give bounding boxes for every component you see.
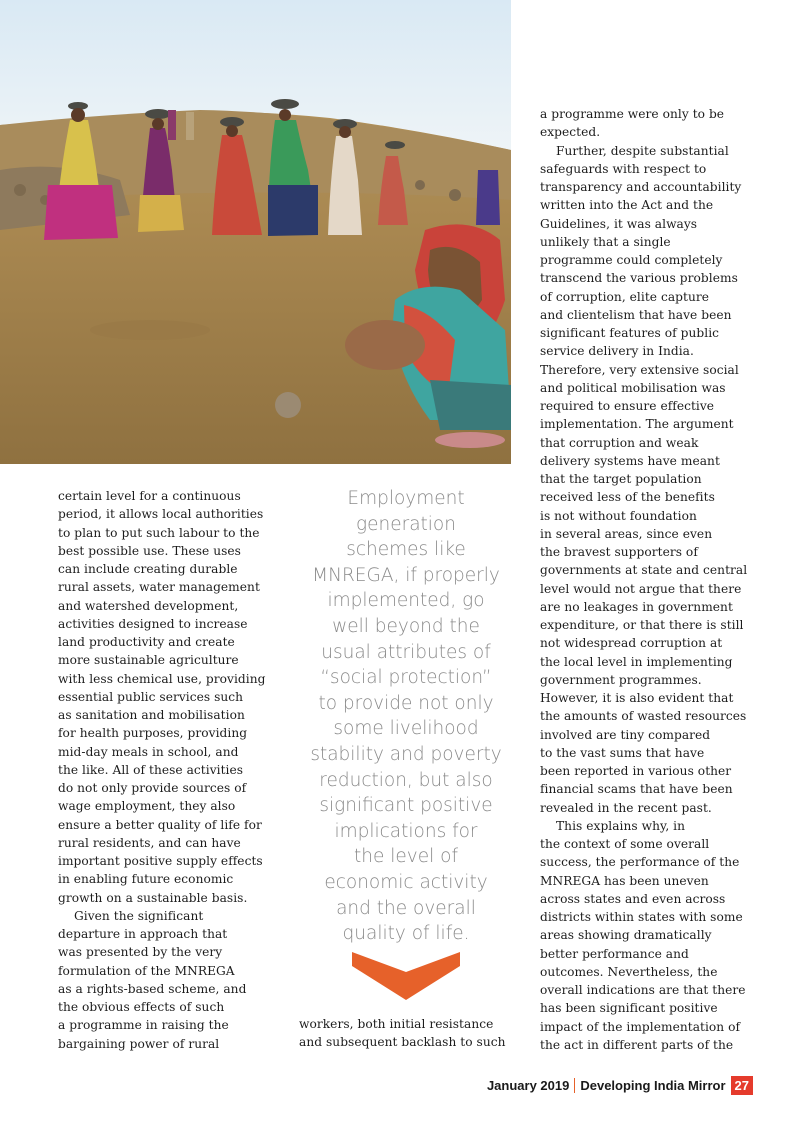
pull-quote-line: usual attributes of bbox=[321, 641, 491, 663]
pull-quote-line: and the overall bbox=[336, 897, 476, 919]
text-line: across states and even across bbox=[540, 891, 726, 906]
text-line: Given the significant bbox=[74, 908, 204, 923]
text-line: rural residents, and can have bbox=[58, 835, 241, 850]
chevron-down-icon bbox=[352, 952, 460, 1004]
right-column-text bbox=[540, 105, 755, 1054]
text-line: a programme in raising the bbox=[58, 1018, 229, 1033]
text-line: the context of some overall bbox=[540, 837, 710, 851]
text-line: Further, despite substantial bbox=[556, 143, 729, 158]
text-line: that the target population bbox=[540, 472, 702, 486]
footer-divider bbox=[574, 1078, 575, 1093]
middle-column-text bbox=[299, 1015, 514, 1052]
text-line: certain level for a continuous bbox=[58, 489, 241, 503]
text-line: better performance and bbox=[540, 946, 689, 961]
text-line: and watershed development, bbox=[58, 598, 239, 613]
text-line: revealed in the recent past. bbox=[540, 800, 712, 815]
text-line: However, it is also evident that bbox=[540, 691, 734, 705]
text-line: wage employment, they also bbox=[58, 799, 236, 814]
text-line: bargaining power of rural bbox=[58, 1036, 220, 1051]
text-line: This explains why, in bbox=[556, 818, 686, 833]
text-line: required to ensure effective bbox=[540, 399, 715, 413]
text-line: the bravest supporters of bbox=[540, 545, 698, 559]
pull-quote-line: implemented, go bbox=[327, 590, 485, 612]
pull-quote-line: reduction, but also bbox=[319, 769, 493, 791]
text-line: level would not argue that there bbox=[540, 581, 742, 596]
page-number: 27 bbox=[731, 1076, 753, 1095]
pull-quote-line: well beyond the bbox=[332, 615, 480, 637]
text-line: governments at state and central bbox=[540, 563, 748, 578]
pull-quote-line: the level of bbox=[354, 846, 458, 868]
text-line: essential public services such bbox=[58, 689, 244, 704]
issue-date: January 2019 bbox=[486, 1077, 570, 1093]
text-line: with less chemical use, providing bbox=[58, 671, 266, 686]
pull-quote-line: some livelihood bbox=[333, 718, 479, 740]
text-line: success, the performance of the bbox=[540, 855, 740, 870]
pull-quote-line: generation bbox=[356, 513, 456, 535]
text-line: overall indications are that there bbox=[540, 983, 746, 997]
text-line: is not without foundation bbox=[540, 508, 697, 523]
text-line: has been significant positive bbox=[540, 1001, 718, 1016]
text-line: as a rights-based scheme, and bbox=[58, 981, 247, 996]
left-column-text bbox=[58, 487, 273, 1053]
text-line: received less of the benefits bbox=[540, 490, 715, 505]
text-line: areas showing dramatically bbox=[540, 928, 712, 943]
text-line: the amounts of wasted resources bbox=[540, 709, 747, 724]
text-line: in enabling future economic bbox=[58, 872, 234, 887]
text-line: that corruption and weak bbox=[540, 435, 699, 450]
text-line: the local level in implementing bbox=[540, 654, 733, 669]
text-line: departure in approach that bbox=[58, 927, 228, 941]
text-line: and political mobilisation was bbox=[540, 380, 726, 395]
text-line: for health purposes, providing bbox=[58, 726, 248, 741]
text-line: involved are tiny compared bbox=[540, 727, 711, 742]
text-line: growth on a sustainable basis. bbox=[58, 890, 248, 905]
pull-quote-line: significant positive bbox=[319, 795, 493, 817]
text-line: to plan to put such labour to the bbox=[58, 525, 260, 540]
text-line: formulation of the MNREGA bbox=[58, 963, 235, 978]
text-line: land productivity and create bbox=[58, 635, 235, 649]
text-line: delivery systems have meant bbox=[540, 453, 720, 468]
text-line: was presented by the very bbox=[58, 945, 223, 960]
pull-quote-line: economic activity bbox=[324, 871, 488, 893]
text-line: the obvious effects of such bbox=[58, 1000, 225, 1014]
text-line: transparency and accountability bbox=[540, 180, 742, 194]
text-line: significant features of public bbox=[540, 326, 720, 340]
text-line: important positive supply effects bbox=[58, 854, 263, 868]
text-line: outcomes. Nevertheless, the bbox=[540, 964, 718, 979]
text-line: not widespread corruption at bbox=[540, 636, 723, 651]
text-line: expenditure, or that there is still bbox=[540, 618, 744, 632]
text-line: Therefore, very extensive social bbox=[540, 362, 739, 377]
pull-quote-line: quality of life. bbox=[342, 923, 470, 945]
text-line: more sustainable agriculture bbox=[58, 653, 239, 668]
article-photo bbox=[0, 0, 511, 464]
text-line: mid-day meals in school, and bbox=[58, 744, 239, 759]
text-line: implementation. The argument bbox=[540, 417, 734, 432]
pull-quote-line: “social protection” bbox=[320, 667, 492, 689]
pull-quote-line: MNREGA, if properly bbox=[312, 564, 500, 586]
text-line: and subsequent backlash to such bbox=[299, 1035, 506, 1050]
text-line: Guidelines, it was always bbox=[540, 216, 698, 231]
text-line: unlikely that a single bbox=[540, 234, 671, 249]
pull-quote-line: Employment bbox=[347, 488, 465, 509]
text-line: safeguards with respect to bbox=[540, 161, 707, 176]
text-line: transcend the various problems bbox=[540, 271, 738, 286]
text-line: programme could completely bbox=[540, 253, 723, 267]
text-line: MNREGA has been uneven bbox=[540, 873, 709, 888]
text-line: ensure a better quality of life for bbox=[58, 817, 262, 832]
text-line: to the vast sums that have bbox=[540, 745, 705, 760]
text-line: expected. bbox=[540, 125, 601, 140]
text-line: the act in different parts of the bbox=[540, 1037, 734, 1052]
text-line: service delivery in India. bbox=[540, 344, 694, 359]
text-line: activities designed to increase bbox=[58, 616, 248, 631]
text-line: workers, both initial resistance bbox=[299, 1017, 494, 1031]
text-line: government programmes. bbox=[540, 672, 702, 687]
pull-quote-line: stability and poverty bbox=[310, 743, 502, 765]
text-line: financial scams that have been bbox=[540, 782, 733, 797]
text-line: districts within states with some bbox=[540, 910, 743, 924]
text-line: written into the Act and the bbox=[540, 198, 714, 213]
text-line: can include creating durable bbox=[58, 562, 238, 576]
text-line: a programme were only to be bbox=[540, 107, 725, 121]
pull-quote-line: implications for bbox=[334, 820, 478, 842]
text-line: as sanitation and mobilisation bbox=[58, 708, 245, 722]
text-line: are no leakages in government bbox=[540, 599, 733, 614]
magazine-name: Developing India Mirror bbox=[580, 1077, 726, 1093]
pull-quote-line: to provide not only bbox=[318, 692, 494, 714]
text-line: do not only provide sources of bbox=[58, 781, 247, 795]
pull-quote bbox=[299, 486, 513, 947]
text-line: period, it allows local authorities bbox=[58, 507, 264, 522]
text-line: been reported in various other bbox=[540, 764, 732, 778]
text-line: rural assets, water management bbox=[58, 580, 260, 595]
pull-quote-line: schemes like bbox=[346, 539, 466, 561]
text-line: impact of the implementation of bbox=[540, 1019, 741, 1034]
text-line: the like. All of these activities bbox=[58, 762, 244, 777]
text-line: best possible use. These uses bbox=[58, 543, 241, 558]
text-line: of corruption, elite capture bbox=[540, 289, 709, 304]
text-line: and clientelism that have been bbox=[540, 307, 732, 322]
page-footer bbox=[487, 1075, 753, 1095]
text-line: in several areas, since even bbox=[540, 526, 713, 541]
